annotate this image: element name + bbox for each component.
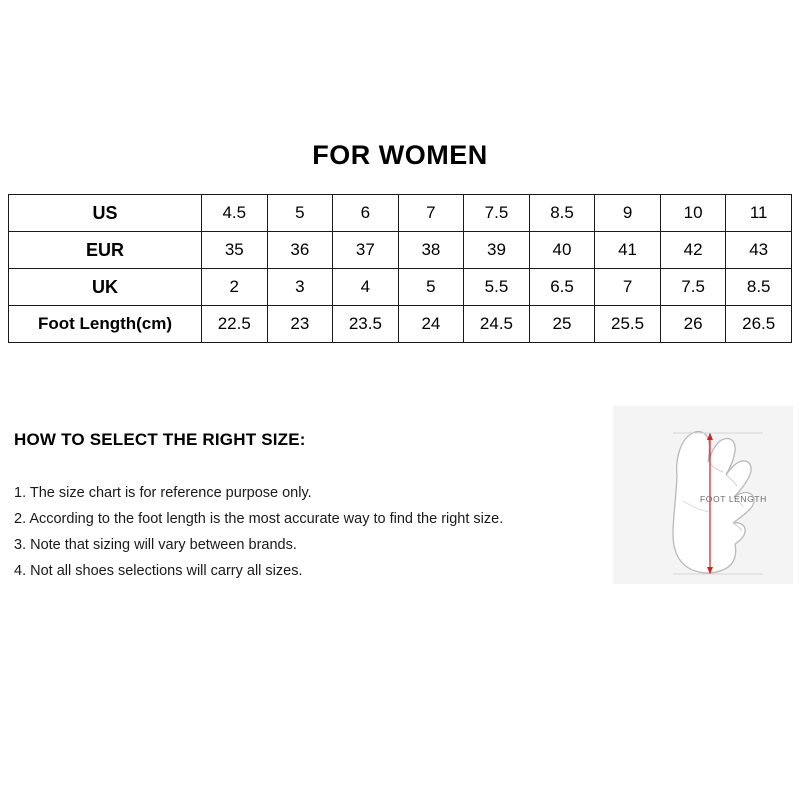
table-row (9, 195, 792, 232)
cell-us-5: 8.5 (529, 195, 595, 232)
cell-us-0: 4.5 (202, 195, 268, 232)
cell-eur-3: 38 (398, 232, 464, 269)
cell-us-7: 10 (660, 195, 726, 232)
cell-foot-4: 24.5 (464, 306, 530, 343)
table-row (9, 232, 792, 269)
cell-us-1: 5 (267, 195, 333, 232)
cell-us-2: 6 (333, 195, 399, 232)
table-row (9, 269, 792, 306)
row-label-eur: EUR (9, 232, 202, 269)
cell-eur-6: 41 (595, 232, 661, 269)
cell-eur-1: 36 (267, 232, 333, 269)
cell-uk-5: 6.5 (529, 269, 595, 306)
row-label-uk: UK (9, 269, 202, 306)
cell-uk-1: 3 (267, 269, 333, 306)
cell-uk-0: 2 (202, 269, 268, 306)
cell-uk-3: 5 (398, 269, 464, 306)
cell-foot-2: 23.5 (333, 306, 399, 343)
cell-uk-8: 8.5 (726, 269, 792, 306)
list-item: 1. The size chart is for reference purpose only. (14, 485, 312, 501)
cell-uk-2: 4 (333, 269, 399, 306)
cell-foot-3: 24 (398, 306, 464, 343)
cell-us-4: 7.5 (464, 195, 530, 232)
cell-foot-7: 26 (660, 306, 726, 343)
foot-length-label: FOOT LENGTH (700, 494, 767, 504)
cell-uk-4: 5.5 (464, 269, 530, 306)
list-item: 4. Not all shoes selections will carry all sizes. (14, 563, 303, 579)
cell-foot-1: 23 (267, 306, 333, 343)
list-item: 2. According to the foot length is the most accurate way to find the right size. (14, 511, 504, 527)
howto-list (14, 480, 624, 584)
cell-foot-8: 26.5 (726, 306, 792, 343)
list-item: 3. Note that sizing will vary between brands. (14, 537, 297, 553)
row-label-us: US (9, 195, 202, 232)
cell-uk-7: 7.5 (660, 269, 726, 306)
cell-eur-5: 40 (529, 232, 595, 269)
size-table-container (8, 194, 792, 343)
cell-foot-5: 25 (529, 306, 595, 343)
cell-eur-8: 43 (726, 232, 792, 269)
cell-us-3: 7 (398, 195, 464, 232)
cell-eur-4: 39 (464, 232, 530, 269)
size-table (8, 194, 792, 343)
table-row (9, 306, 792, 343)
row-label-foot-length: Foot Length(cm) (9, 306, 202, 343)
cell-foot-6: 25.5 (595, 306, 661, 343)
page-title: FOR WOMEN (312, 140, 488, 170)
cell-eur-7: 42 (660, 232, 726, 269)
cell-eur-0: 35 (202, 232, 268, 269)
cell-uk-6: 7 (595, 269, 661, 306)
howto-heading: HOW TO SELECT THE RIGHT SIZE: (14, 430, 306, 449)
cell-foot-0: 22.5 (202, 306, 268, 343)
cell-eur-2: 37 (333, 232, 399, 269)
cell-us-6: 9 (595, 195, 661, 232)
cell-us-8: 11 (726, 195, 792, 232)
